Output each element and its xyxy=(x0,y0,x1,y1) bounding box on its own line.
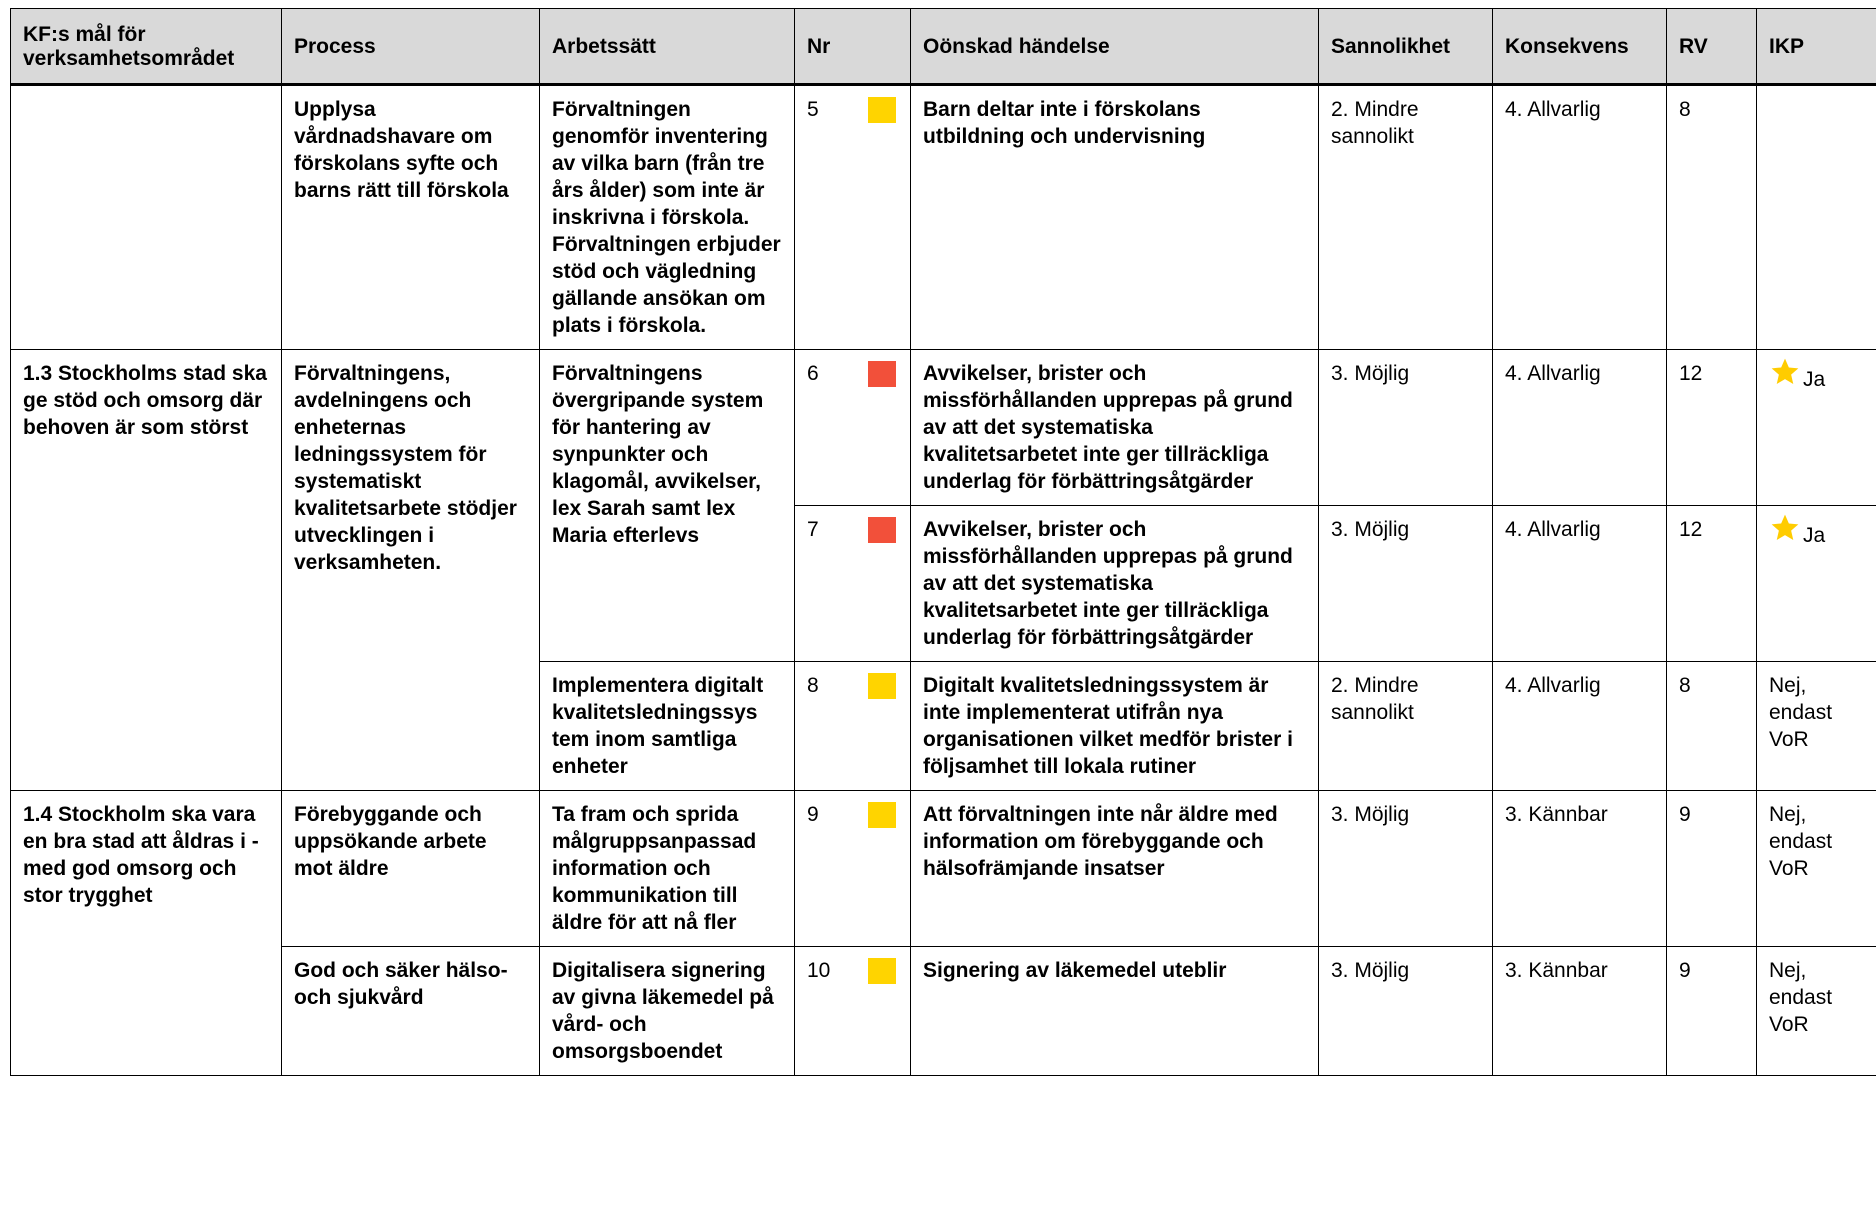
risk-level-square xyxy=(868,97,896,123)
risk-indicator-cell xyxy=(856,85,911,350)
nr-cell: 6 xyxy=(795,350,856,506)
header-sannolikhet: Sannolikhet xyxy=(1319,9,1493,85)
risk-level-square xyxy=(868,958,896,984)
ikp-cell xyxy=(1757,791,1876,947)
kf-goal-cell xyxy=(11,85,282,350)
nr-cell: 10 xyxy=(795,947,856,1076)
star-icon xyxy=(1769,512,1801,544)
rv-cell: 8 xyxy=(1667,85,1757,350)
ikp-cell xyxy=(1757,662,1876,791)
process-cell: Förebyggande och uppsökande arbete mot äldre xyxy=(282,791,540,947)
konsekvens-cell: 4. Allvarlig xyxy=(1493,350,1667,506)
ikp-label: Nej, endast VoR xyxy=(1769,959,1833,1036)
risk-level-square xyxy=(868,673,896,699)
risk-indicator-cell xyxy=(856,662,911,791)
header-process: Process xyxy=(282,9,540,85)
konsekvens-cell: 4. Allvarlig xyxy=(1493,662,1667,791)
rv-cell: 12 xyxy=(1667,506,1757,662)
event-cell: Avvikelser, brister och missförhållanden upprepas på grund av att det systematiska kvalitetsarbetet inte ger tillräckliga underlag för förbättringsåtgärder xyxy=(911,506,1319,662)
ikp-cell xyxy=(1757,506,1876,662)
header-konsekvens: Konsekvens xyxy=(1493,9,1667,85)
risk-level-square xyxy=(868,361,896,387)
ikp-wrap xyxy=(1769,360,1864,393)
rv-cell: 9 xyxy=(1667,947,1757,1076)
header-arbetssatt: Arbetssätt xyxy=(540,9,795,85)
kf-goal-cell: 1.4 Stockholm ska vara en bra stad att åldras i - med god omsorg och stor trygghet xyxy=(11,791,282,1076)
ikp-label: Ja xyxy=(1803,524,1826,547)
sannolikhet-cell: 3. Möjlig xyxy=(1319,947,1493,1076)
header-kf: KF:s mål för verksamhetsområdet xyxy=(11,9,282,85)
risk-level-square xyxy=(868,517,896,543)
ikp-label: Ja xyxy=(1803,368,1826,391)
ikp-label: Nej, endast VoR xyxy=(1769,674,1833,751)
ikp-cell xyxy=(1757,947,1876,1076)
event-cell: Signering av läkemedel uteblir xyxy=(911,947,1319,1076)
header-event: Oönskad händelse xyxy=(911,9,1319,85)
event-cell: Att förvaltningen inte når äldre med information om förebyggande och hälsofrämjande insatser xyxy=(911,791,1319,947)
risk-indicator-cell xyxy=(856,350,911,506)
konsekvens-cell: 4. Allvarlig xyxy=(1493,85,1667,350)
konsekvens-cell: 3. Kännbar xyxy=(1493,791,1667,947)
nr-cell: 9 xyxy=(795,791,856,947)
nr-cell: 7 xyxy=(795,506,856,662)
header-nr: Nr xyxy=(795,9,911,85)
star-icon xyxy=(1769,356,1801,388)
process-cell: Förvaltningens, avdelningens och enheternas ledningssystem för systematiskt kvalitetsarbete stödjer utvecklingen i verksamheten. xyxy=(282,350,540,791)
header-row xyxy=(11,9,1876,85)
table-body xyxy=(11,85,1876,1076)
konsekvens-cell: 4. Allvarlig xyxy=(1493,506,1667,662)
sannolikhet-cell: 2. Mindre sannolikt xyxy=(1319,85,1493,350)
ikp-label: Nej, endast VoR xyxy=(1769,803,1833,880)
table-row xyxy=(11,947,1876,1076)
risk-indicator-cell xyxy=(856,947,911,1076)
header-rv: RV xyxy=(1667,9,1757,85)
method-cell: Ta fram och sprida målgruppsanpassad information och kommunikation till äldre för att nå fler xyxy=(540,791,795,947)
sannolikhet-cell: 3. Möjlig xyxy=(1319,791,1493,947)
header-ikp: IKP xyxy=(1757,9,1876,85)
ikp-wrap xyxy=(1769,516,1864,549)
rv-cell: 9 xyxy=(1667,791,1757,947)
ikp-cell xyxy=(1757,85,1876,350)
risk-indicator-cell xyxy=(856,506,911,662)
event-cell: Barn deltar inte i förskolans utbildning och undervisning xyxy=(911,85,1319,350)
process-cell: God och säker hälso- och sjukvård xyxy=(282,947,540,1076)
method-cell: Digitalisera signering av givna läkemedel på vård- och omsorgsboendet xyxy=(540,947,795,1076)
event-cell: Avvikelser, brister och missförhållanden upprepas på grund av att det systematiska kvalitetsarbetet inte ger tillräckliga underlag för förbättringsåtgärder xyxy=(911,350,1319,506)
table-row xyxy=(11,791,1876,947)
sannolikhet-cell: 3. Möjlig xyxy=(1319,350,1493,506)
rv-cell: 12 xyxy=(1667,350,1757,506)
risk-indicator-cell xyxy=(856,791,911,947)
process-cell: Upplysa vårdnadshavare om förskolans syfte och barns rätt till förskola xyxy=(282,85,540,350)
table-row xyxy=(11,350,1876,506)
konsekvens-cell: 3. Kännbar xyxy=(1493,947,1667,1076)
nr-cell: 5 xyxy=(795,85,856,350)
table-row xyxy=(11,85,1876,350)
rv-cell: 8 xyxy=(1667,662,1757,791)
risk-level-square xyxy=(868,802,896,828)
kf-goal-cell: 1.3 Stockholms stad ska ge stöd och omsorg där behoven är som störst xyxy=(11,350,282,791)
method-cell: Förvaltningen genomför inventering av vilka barn (från tre års ålder) som inte är inskrivna i förskola. Förvaltningen erbjuder stöd och vägledning gällande ansökan om plats i förskola. xyxy=(540,85,795,350)
ikp-cell xyxy=(1757,350,1876,506)
risk-table xyxy=(10,8,1876,1076)
sannolikhet-cell: 2. Mindre sannolikt xyxy=(1319,662,1493,791)
method-cell: Förvaltningens övergripande system för hantering av synpunkter och klagomål, avvikelser, lex Sarah samt lex Maria efterlevs xyxy=(540,350,795,662)
nr-cell: 8 xyxy=(795,662,856,791)
method-cell: Implementera digitalt kvalitetsledningssys tem inom samtliga enheter xyxy=(540,662,795,791)
event-cell: Digitalt kvalitetsledningssystem är inte implementerat utifrån nya organisationen vilket medför brister i följsamhet till lokala rutiner xyxy=(911,662,1319,791)
sannolikhet-cell: 3. Möjlig xyxy=(1319,506,1493,662)
